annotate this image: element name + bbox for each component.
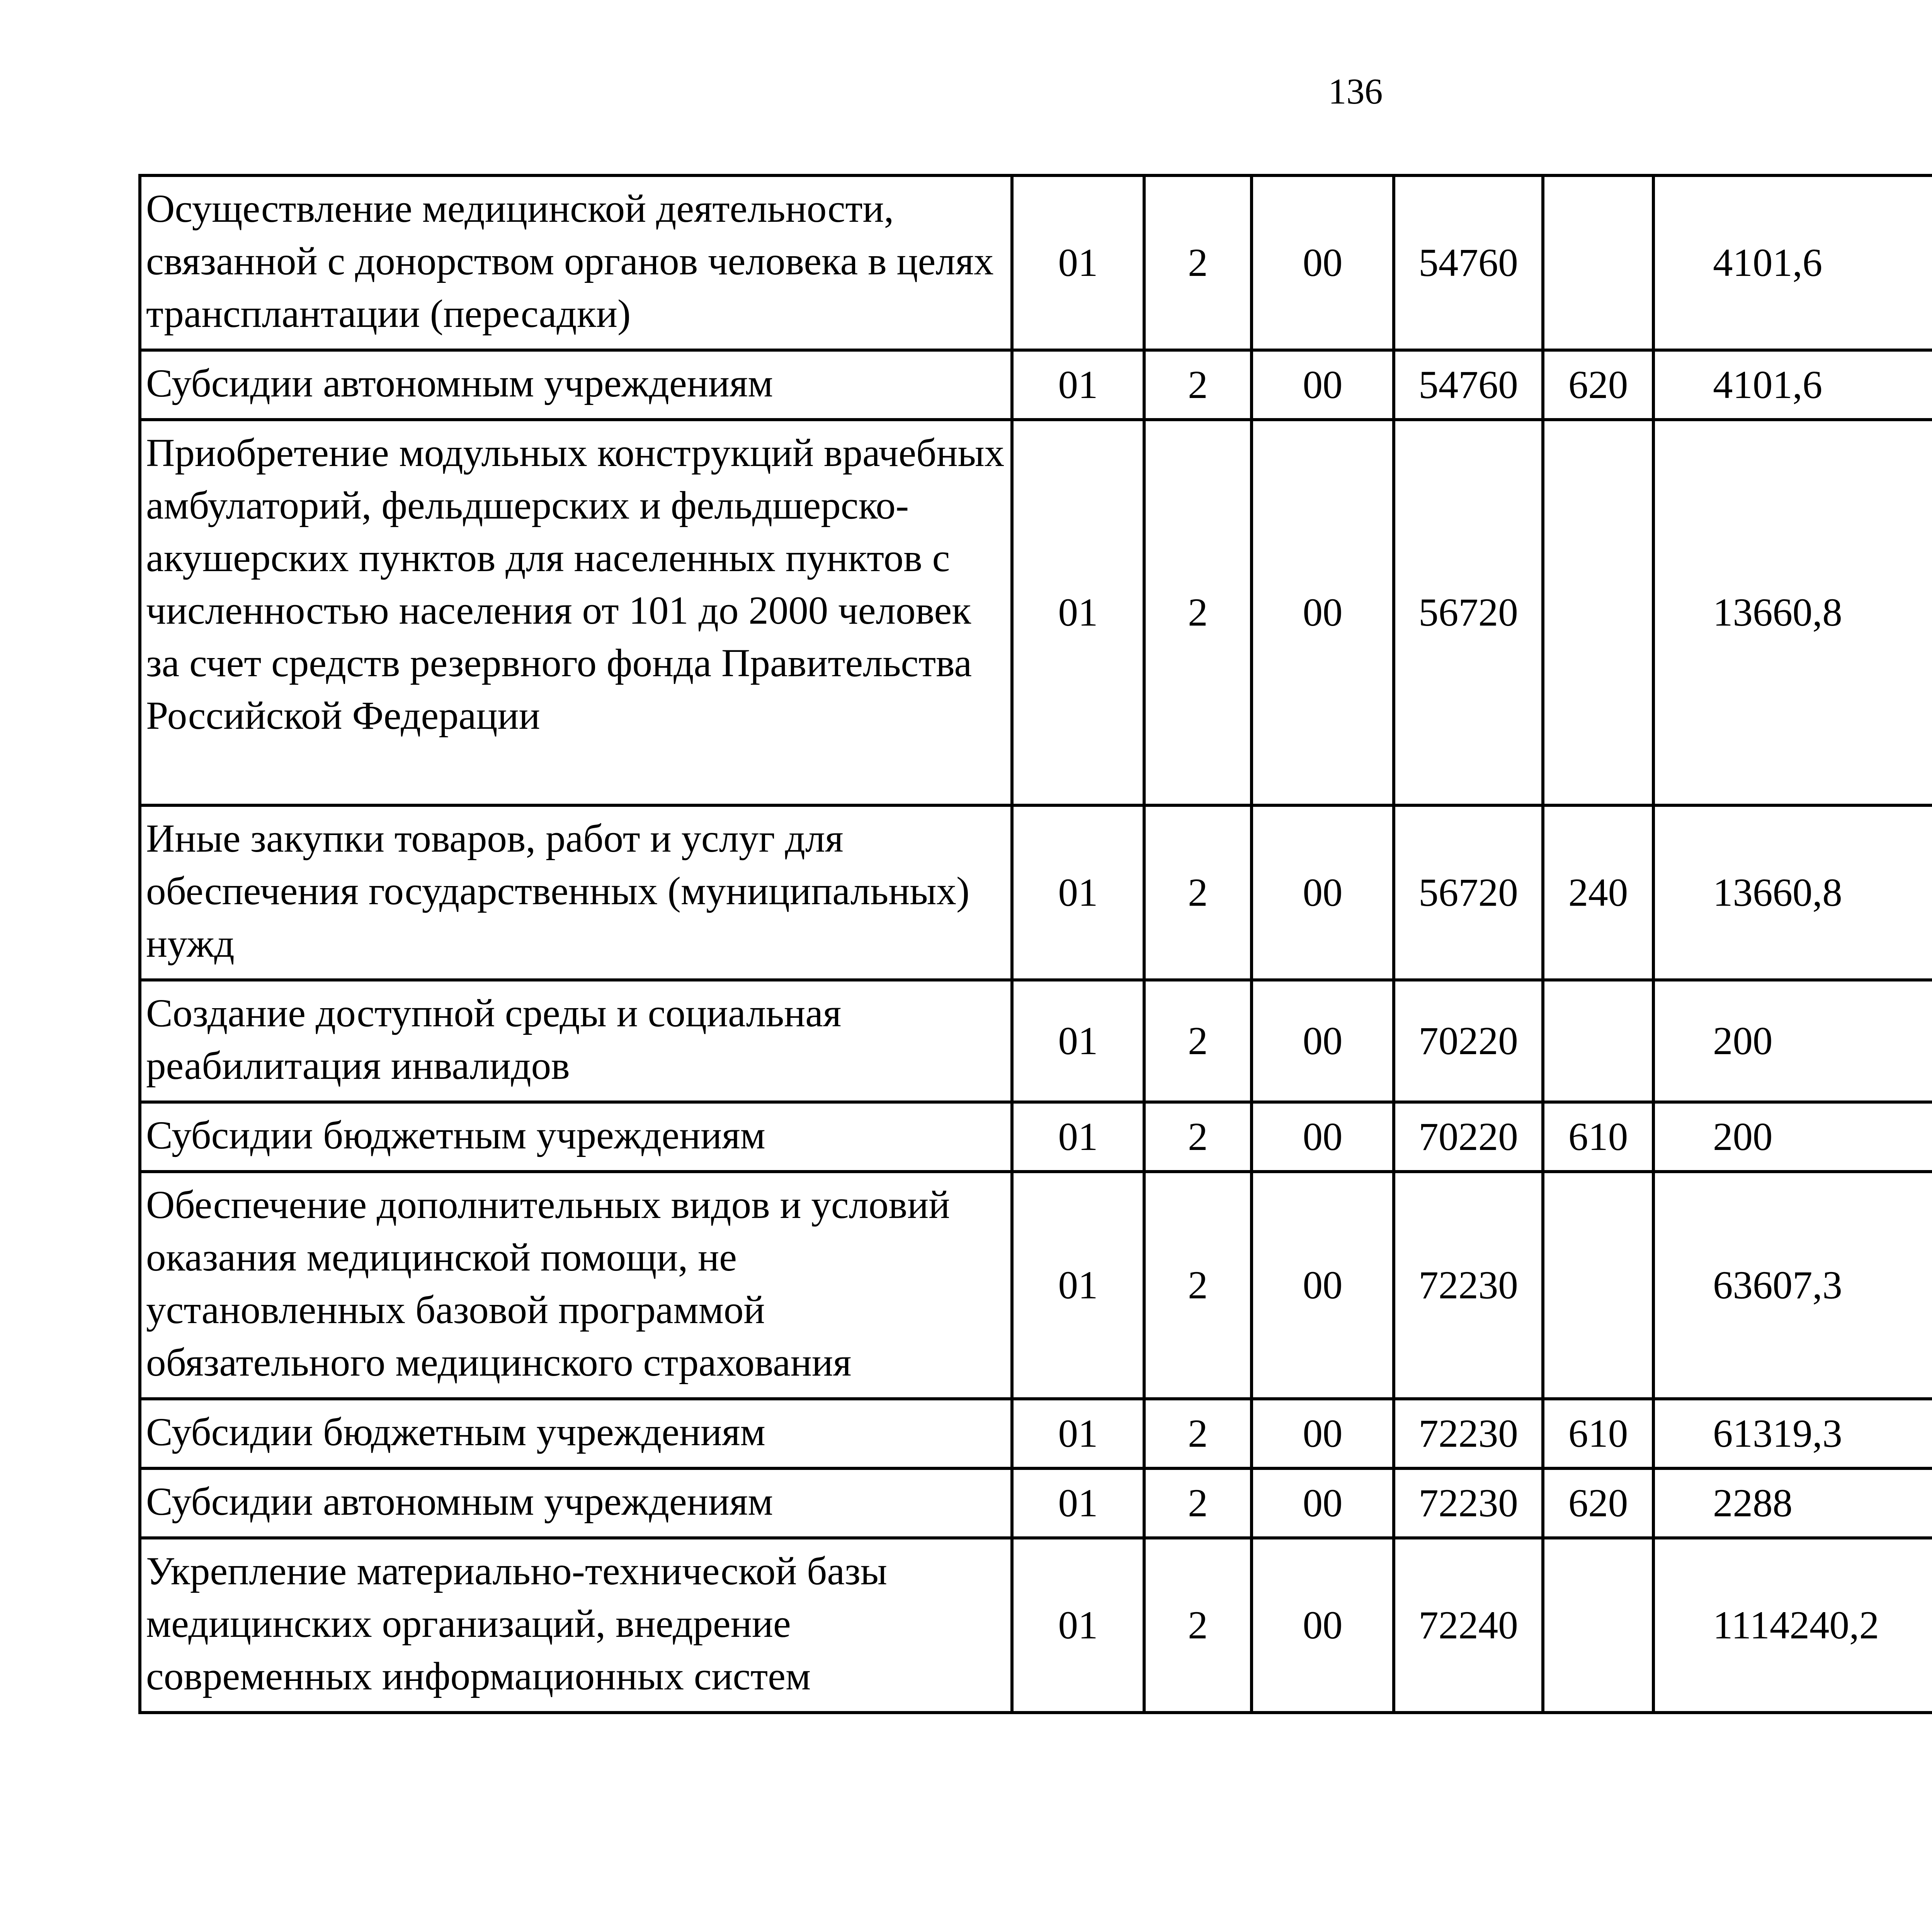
row-code-5 <box>1543 1538 1653 1713</box>
row-code-4: 70220 <box>1394 1102 1543 1172</box>
row-code-3: 00 <box>1252 1468 1394 1538</box>
row-code-1: 01 <box>1012 1538 1144 1713</box>
row-code-4: 56720 <box>1394 420 1543 805</box>
row-code-5 <box>1543 1172 1653 1399</box>
row-name: Укрепление материально-технической базы медицинских организаций, внедрение современных информационных систем <box>140 1538 1012 1713</box>
table-row <box>140 1102 1932 1172</box>
row-code-1: 01 <box>1012 1102 1144 1172</box>
row-amount-1: 4101,6 <box>1653 350 1932 420</box>
row-name: Обеспечение дополнительных видов и условий оказания медицинской помощи, не установленных базовой программой обязательного медицинского страхования <box>140 1172 1012 1399</box>
row-code-2: 2 <box>1144 1538 1252 1713</box>
table-row <box>140 175 1932 350</box>
row-code-3: 00 <box>1252 1102 1394 1172</box>
row-code-3: 00 <box>1252 420 1394 805</box>
row-amount-1: 13660,8 <box>1653 805 1932 980</box>
row-code-5: 610 <box>1543 1102 1653 1172</box>
row-code-2: 2 <box>1144 1172 1252 1399</box>
row-code-1: 01 <box>1012 1468 1144 1538</box>
row-code-4: 72240 <box>1394 1538 1543 1713</box>
row-code-5: 240 <box>1543 805 1653 980</box>
row-amount-1: 200 <box>1653 980 1932 1102</box>
row-code-5 <box>1543 980 1653 1102</box>
row-code-4: 72230 <box>1394 1172 1543 1399</box>
table-row <box>140 1399 1932 1468</box>
row-code-4: 56720 <box>1394 805 1543 980</box>
row-code-3: 00 <box>1252 1172 1394 1399</box>
row-code-1: 01 <box>1012 1399 1144 1468</box>
table-row <box>140 420 1932 805</box>
row-name: Создание доступной среды и социальная реабилитация инвалидов <box>140 980 1012 1102</box>
row-code-4: 70220 <box>1394 980 1543 1102</box>
table-row <box>140 805 1932 980</box>
row-name: Приобретение модульных конструкций врачебных амбулаторий, фельдшерских и фельдшерско-акушерских пунктов для населенных пунктов с численностью населения от 101 до 2000 человек за счет средств резервного фонда Правительства Российской Федерации <box>140 420 1012 805</box>
row-code-5: 620 <box>1543 1468 1653 1538</box>
row-amount-1: 1114240,2 <box>1653 1538 1932 1713</box>
row-code-4: 72230 <box>1394 1468 1543 1538</box>
row-code-5: 620 <box>1543 350 1653 420</box>
row-code-2: 2 <box>1144 1468 1252 1538</box>
row-code-1: 01 <box>1012 980 1144 1102</box>
row-code-3: 00 <box>1252 175 1394 350</box>
row-code-4: 54760 <box>1394 350 1543 420</box>
row-code-2: 2 <box>1144 420 1252 805</box>
row-code-1: 01 <box>1012 175 1144 350</box>
row-name: Иные закупки товаров, работ и услуг для обеспечения государственных (муниципальных) нужд <box>140 805 1012 980</box>
row-name: Субсидии бюджетным учреждениям <box>140 1102 1012 1172</box>
table-row <box>140 1538 1932 1713</box>
row-code-1: 01 <box>1012 420 1144 805</box>
row-code-2: 2 <box>1144 980 1252 1102</box>
row-name: Субсидии бюджетным учреждениям <box>140 1399 1012 1468</box>
row-code-3: 00 <box>1252 980 1394 1102</box>
row-amount-1: 200 <box>1653 1102 1932 1172</box>
row-code-3: 00 <box>1252 350 1394 420</box>
table-row <box>140 1468 1932 1538</box>
budget-table <box>138 174 1932 1714</box>
row-code-2: 2 <box>1144 1399 1252 1468</box>
page-number: 136 <box>1328 71 1383 112</box>
row-code-2: 2 <box>1144 350 1252 420</box>
row-code-3: 00 <box>1252 805 1394 980</box>
row-code-2: 2 <box>1144 1102 1252 1172</box>
row-code-1: 01 <box>1012 350 1144 420</box>
row-code-4: 72230 <box>1394 1399 1543 1468</box>
row-amount-1: 13660,8 <box>1653 420 1932 805</box>
table-body <box>140 175 1932 1713</box>
row-code-5 <box>1543 420 1653 805</box>
row-code-3: 00 <box>1252 1538 1394 1713</box>
row-amount-1: 2288 <box>1653 1468 1932 1538</box>
row-code-1: 01 <box>1012 805 1144 980</box>
table-row <box>140 350 1932 420</box>
row-name: Субсидии автономным учреждениям <box>140 1468 1012 1538</box>
row-code-3: 00 <box>1252 1399 1394 1468</box>
row-code-5: 610 <box>1543 1399 1653 1468</box>
row-code-2: 2 <box>1144 175 1252 350</box>
table-row <box>140 1172 1932 1399</box>
row-code-5 <box>1543 175 1653 350</box>
row-amount-1: 4101,6 <box>1653 175 1932 350</box>
row-code-2: 2 <box>1144 805 1252 980</box>
row-name: Субсидии автономным учреждениям <box>140 350 1012 420</box>
row-code-1: 01 <box>1012 1172 1144 1399</box>
row-name: Осуществление медицинской деятельности, связанной с донорством органов человека в целях трансплантации (пересадки) <box>140 175 1012 350</box>
row-amount-1: 61319,3 <box>1653 1399 1932 1468</box>
row-code-4: 54760 <box>1394 175 1543 350</box>
row-amount-1: 63607,3 <box>1653 1172 1932 1399</box>
table-row <box>140 980 1932 1102</box>
